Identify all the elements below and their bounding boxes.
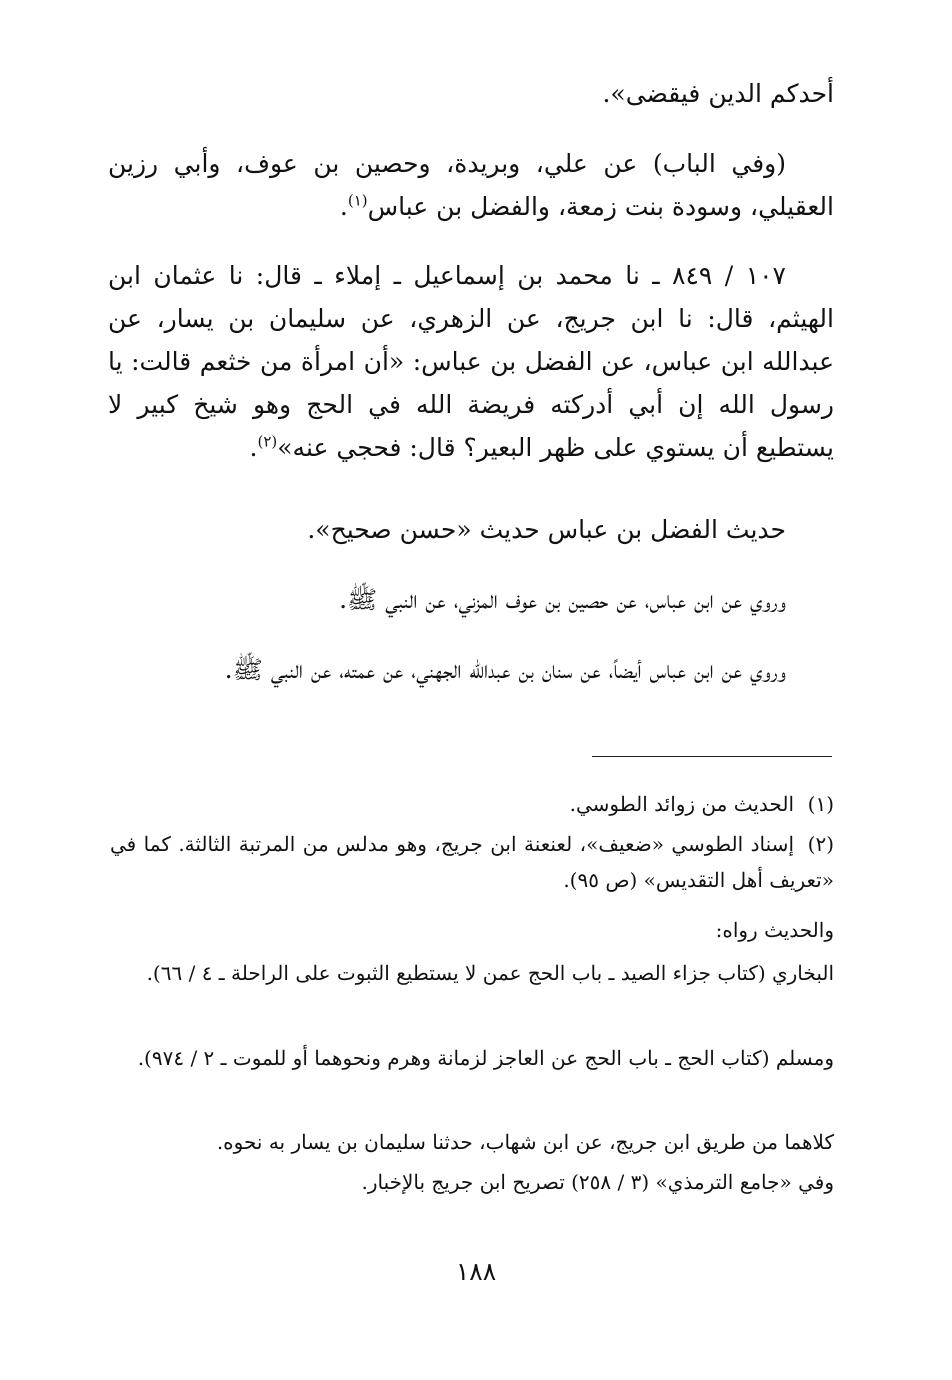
footnote-2-bukhari — [110, 955, 834, 991]
footnote-2-both-text: كلاهما من طريق ابن جريج، عن ابن شهاب، حدثنا سليمان بن يسار به نحوه. — [216, 1130, 834, 1154]
bab-paragraph — [108, 142, 834, 228]
footnote-1-text: الحديث من زوائد الطوسي. — [569, 792, 794, 816]
footnote-2-both — [110, 1124, 834, 1160]
footnote-2-rawah-text: والحديث رواه: — [715, 918, 834, 942]
hadith-end: . — [249, 433, 258, 462]
footnote-2-muslim — [110, 1040, 834, 1076]
rawi-paragraph-2 — [108, 648, 834, 691]
bab-end: . — [339, 192, 348, 221]
footnote-2 — [110, 826, 834, 898]
footnote-2-jami — [110, 1164, 834, 1200]
continuation-line — [108, 72, 834, 115]
hadith-paragraph — [108, 254, 834, 469]
footnote-2-rawah — [110, 912, 834, 948]
footnote-2-jami-text: وفي «جامع الترمذي» (٣ / ٢٥٨) تصريح ابن جريج بالإخبار. — [361, 1170, 834, 1194]
footnote-1 — [110, 786, 834, 822]
footnote-ref-1: (١) — [347, 191, 368, 210]
page-number: ١٨٨ — [455, 1257, 497, 1286]
footnote-2-text: إسناد الطوسي «ضعيف»، لعنعنة ابن جريج، وهو مدلس من المرتبة الثالثة. كما في «تعريف أهل التقديس» (ص ٩٥). — [110, 832, 834, 892]
grade-text: حديث الفضل بن عباس حديث «حسن صحيح». — [307, 515, 786, 544]
footnote-2-muslim-text: ومسلم (كتاب الحج ـ باب الحج عن العاجز لزمانة وهرم ونحوهما أو للموت ـ ٢ / ٩٧٤). — [137, 1046, 834, 1070]
footnote-2-number: (٢) — [807, 832, 834, 856]
footnote-divider — [592, 756, 832, 757]
footnote-1-number: (١) — [807, 792, 834, 816]
continuation-text: أحدكم الدين فيقضى». — [602, 79, 834, 108]
rawi-text-2: وروي عن ابن عباس أيضاً، عن سنان بن عبدالله الجهني، عن عمته، عن النبي ﷺ. — [224, 655, 786, 684]
footnote-ref-2: (٢) — [257, 432, 278, 451]
hadith-text: ١٠٧ / ٨٤٩ ـ نا محمد بن إسماعيل ـ إملاء ـ قال: نا عثمان ابن الهيثم، قال: نا ابن جريج، عن الزهري، عن سليمان بن يسار، عن عبدالله ابن عباس، عن الفضل بن عباس: «أن امرأة من خثعم قالت: يا رسول الله إن أبي أدركته فريضة الله في الحج وهو شيخ كبير لا يستطيع أن يستوي على ظهر البعير؟ قال: فحجي عنه» — [108, 261, 834, 462]
rawi-paragraph-1 — [108, 578, 834, 621]
bab-text: (وفي الباب) عن علي، وبريدة، وحصين بن عوف، وأبي رزين العقيلي، وسودة بنت زمعة، والفضل بن عباس — [108, 149, 834, 221]
footnote-2-bukhari-text: البخاري (كتاب جزاء الصيد ـ باب الحج عمن لا يستطيع الثبوت على الراحلة ـ ٤ / ٦٦). — [146, 961, 834, 985]
rawi-text-1: وروي عن ابن عباس، عن حصين بن عوف المزني، عن النبي ﷺ. — [339, 585, 786, 614]
grade-paragraph — [108, 508, 834, 551]
